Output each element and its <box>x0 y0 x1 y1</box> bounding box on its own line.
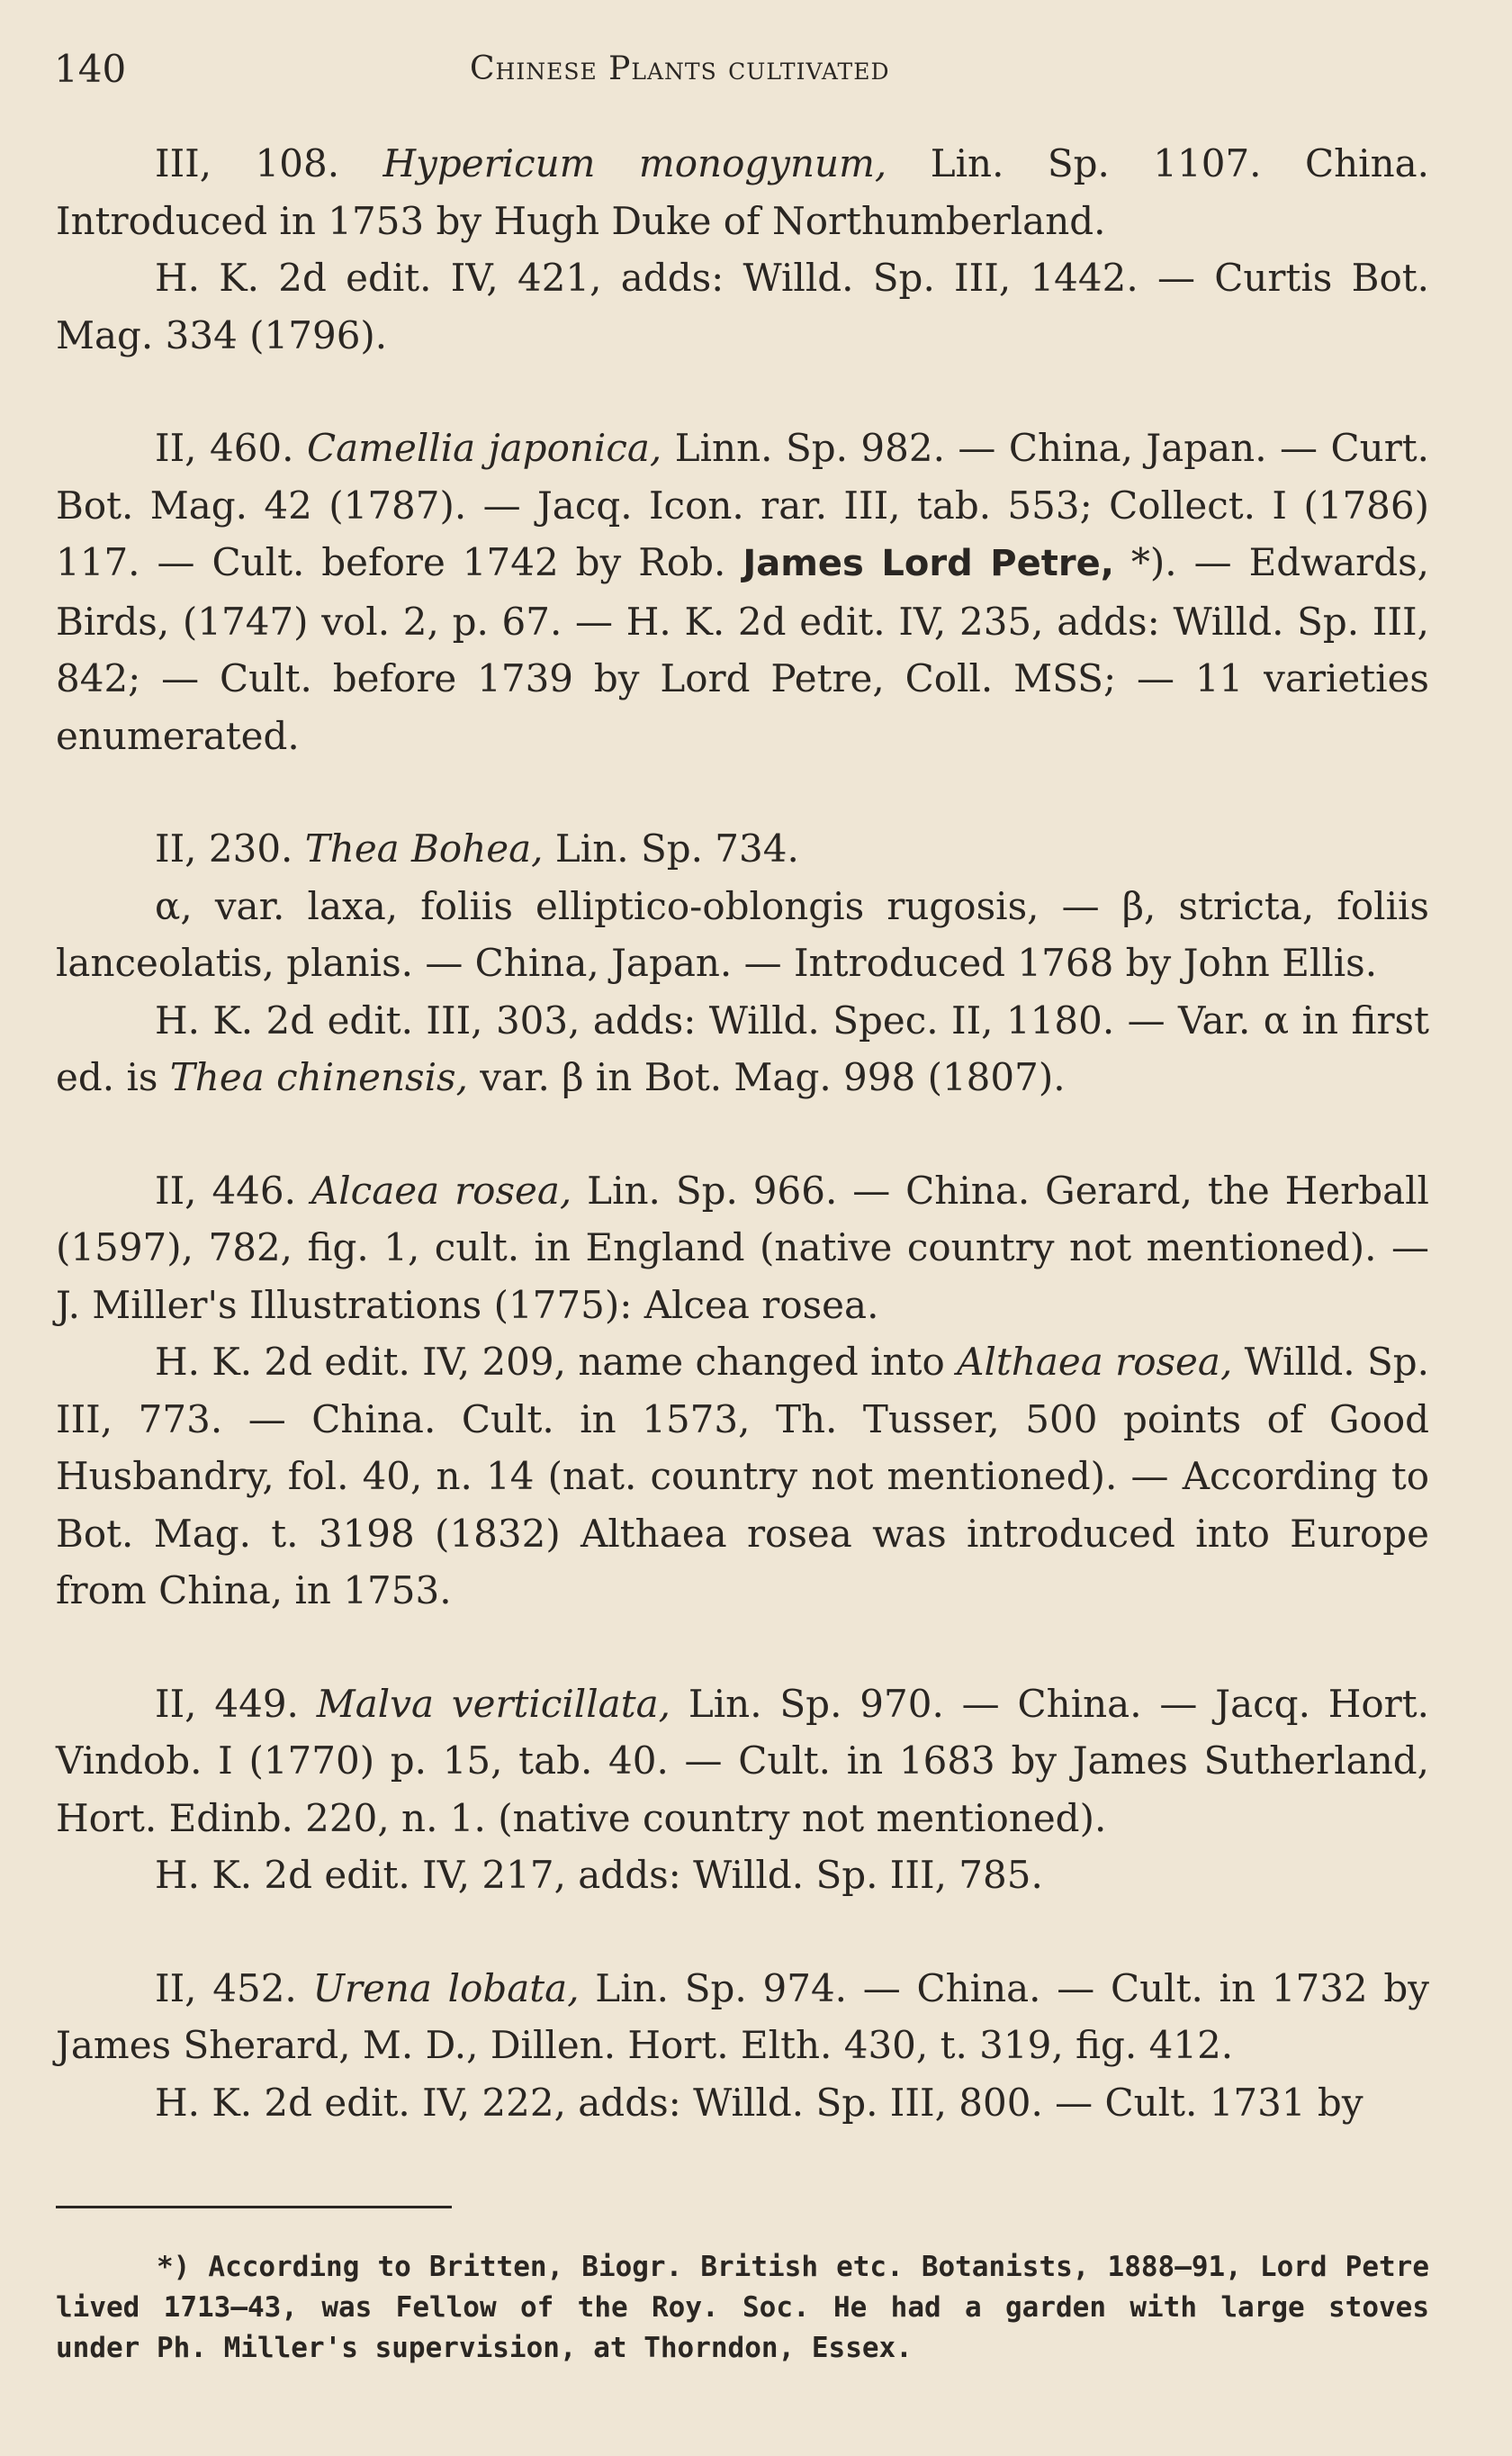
footnote-text: *) According to Britten, Biogr. British etc. Botanists, 1888—91, Lord Petre lived 1713—43, was Fellow of the Roy. Soc. He had a garden with large stoves under Ph. Miller's supervision, at Thorndon, Essex. <box>56 2251 1429 2364</box>
paragraph: II, 446. Alcaea rosea, Lin. Sp. 966. — China. Gerard, the Herball (1597), 782, fig. 1, cult. in England (native country not mentioned). — J. Miller's Illustrations (1775): Alcea rosea. <box>56 1168 1429 1327</box>
paragraph: II, 460. Camellia japonica, Linn. Sp. 982. — China, Japan. — Curt. Bot. Mag. 42 (1787). — Jacq. Icon. rar. III, tab. 553; Collect. I (1786) 117. — Cult. before 1742 by Rob. James Lord Petre, *). — Edwards, Birds, (1747) vol. 2, p. 67. — H. K. 2d edit. IV, 235, adds: Willd. Sp. III, 842; — Cult. before 1739 by Lord Petre, Coll. MSS; — 11 varieties enumerated. <box>56 426 1429 758</box>
page-header <box>54 47 1440 101</box>
paragraph: II, 449. Malva verticillata, Lin. Sp. 970. — China. — Jacq. Hort. Vindob. I (1770) p. 15, tab. 40. — Cult. in 1683 by James Sutherland, Hort. Edinb. 220, n. 1. (native country not mentioned). <box>56 1681 1429 1840</box>
entry <box>56 820 1429 1106</box>
footnote-rule <box>56 2206 452 2208</box>
paragraph: III, 108. Hypericum monogynum, Lin. Sp. 1107. China. Introduced in 1753 by Hugh Duke of Northumberland. <box>56 141 1430 243</box>
paragraph: H. K. 2d edit. IV, 209, name changed into Althaea rosea, Willd. Sp. III, 773. — China. Cult. in 1573, Th. Tusser, 500 points of Good Husbandry, fol. 40, n. 14 (nat. country not mentioned). — According to Bot. Mag. t. 3198 (1832) Althaea rosea was introduced into Europe from China, in 1753. <box>56 1340 1429 1612</box>
entry <box>56 1162 1429 1620</box>
species-name: Thea chinensis, <box>169 1055 468 1099</box>
entry <box>56 420 1429 764</box>
paragraph: H. K. 2d edit. IV, 421, adds: Willd. Sp. III, 1442. — Curtis Bot. Mag. 334 (1796). <box>56 256 1429 357</box>
paragraph: II, 230. Thea Bohea, Lin. Sp. 734. <box>155 826 799 871</box>
species-name: Hypericum monogynum, <box>382 141 887 185</box>
paragraph: α, var. laxa, foliis elliptico-oblongis rugosis, — β, stricta, foliis lanceolatis, planis. — China, Japan. — Introduced 1768 by John Ellis. <box>56 883 1429 985</box>
paragraph: H. K. 2d edit. IV, 222, adds: Willd. Sp. III, 800. — Cult. 1731 by <box>155 2080 1364 2125</box>
entry <box>56 135 1429 364</box>
species-name: Camellia japonica, <box>306 426 662 470</box>
person-name: James Lord Petre, <box>742 543 1114 584</box>
entry <box>56 1960 1429 2132</box>
body-text <box>56 135 1429 2187</box>
running-head: Chinese Plants cultivated <box>470 50 890 87</box>
species-name: Alcaea rosea, <box>310 1168 572 1213</box>
paragraph: H. K. 2d edit. III, 303, adds: Willd. Spec. II, 1180. — Var. α in first ed. is Thea chinensis, var. β in Bot. Mag. 998 (1807). <box>56 998 1429 1099</box>
entry <box>56 1675 1429 1904</box>
paragraph: II, 452. Urena lobata, Lin. Sp. 974. — China. — Cult. in 1732 by James Sherard, M. D., Dillen. Hort. Elth. 430, t. 319, fig. 412. <box>56 1965 1429 2067</box>
species-name: Thea Bohea, <box>304 826 544 871</box>
page-number: 140 <box>54 47 127 91</box>
species-name: Althaea rosea, <box>957 1340 1233 1384</box>
footnote <box>56 2247 1429 2369</box>
species-name: Urena lobata, <box>312 1965 580 2010</box>
paragraph: H. K. 2d edit. IV, 217, adds: Willd. Sp. III, 785. <box>155 1853 1043 1897</box>
species-name: Malva verticillata, <box>316 1681 670 1726</box>
